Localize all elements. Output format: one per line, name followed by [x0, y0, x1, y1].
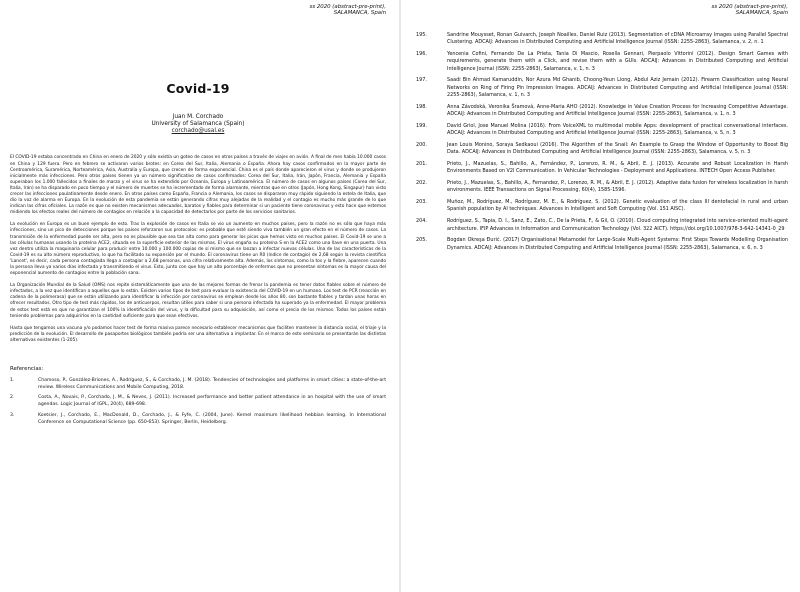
reference-item: [10, 395, 386, 408]
reference-number: 198.: [416, 103, 427, 110]
body-paragraph: La evolución en Europa es un buen ejemplo de esto. Tras la explosión de casos en Italia se vio un aumento en muchos países, pero la razón no es sólo que haya más infecciones, sino un pico de detecciones porque los países reforzaron sus protocolos: es probable que esté siendo viva también un gran efecto en el número de casos. La transmisión de la enfermedad puede ser alta, pero no es plausible que sea tan alta como para generar los picos que hemos visto en muchos países. El Covid-19 se une a las células humanas usando la proteína ACE2, situada en la superficie exterior de las mismas. El virus engaña su proteína S en la ACE2 como una llave en una puerta. Una vez dentro utiliza la maquinaria celular para producir entre 10.000 y 100.000 copias de sí mismo que se lanzan a infectar nuevas células. Una de las características de la Covid-19 es su alto número reproductivo, lo que ha facilitado su expansión por el mundo. El coronavirus tiene un R0 (índice de contagio) de 2,68 según la revista científica 'Lancet', es decir, cada persona contagiada llega a contagiar a 2,68 personas, una cifra relativamente alta. Además, los síntomas, como la tos y la fiebre, aparecen cuando la persona lleva ya varios días infectada y transmitiendo el virus. Esto, junto con que hay un alto porcentaje de enfermos que no presentan síntomas es la mayor causa del exponencial aumento de contagios entre la población sana.: [10, 222, 386, 277]
reference-text: Rodríguez, S., Tapia, D. I., Sanz, E., Zato, C., De la Prieta, F., & Gil, O. (2010). Cloud computing integrated into service-oriented multi-agent architecture. IFIP Advances in Information and Communication Technology (Vol. 322 AICT). https://doi.org/10.1007/978-3-642-14341-0_29: [447, 218, 788, 232]
body-paragraph: Hasta que tengamos una vacuna y/o podamos hacer test de forma masiva parece necesario establecer mecanismos que faciliten mantener la distancia social, el triaje y la predicción de la evolución. El desarrollo de pasaportes biológicos también podría ser una alternativa a implantar. En el marco de este seminario se presentarán las distintas alternativas existentes (1-205).: [10, 325, 386, 343]
reference-item: [10, 378, 386, 391]
reference-number: 203.: [416, 199, 427, 206]
reference-text: Koetsier, J., Corchado, E., MacDonald, D., Corchado, J., & Fyfe, C. (2004, June). Kernel maximum likelihood hebbian learning. In International Conference on Computational Science (pp. 650-653). Springer, Berlin, Heidelberg.: [38, 412, 386, 425]
reference-item: [416, 104, 788, 119]
author-name: Juan M. Corchado: [172, 113, 224, 120]
header-journal: ss 2020 (abstract-pre-print),: [309, 4, 386, 10]
reference-item: [10, 413, 386, 426]
reference-text: Anna Závodská, Veronika Šramová, Anne-Maria AHO (2012). Knowledge in Value Creation Process for Increasing Competitive Advantage. ADCAIJ: Advances in Distributed Computing and Artificial Intelligence Journal (ISSN: 2255-2863), Salamanca, v. 1, n. 3: [447, 103, 788, 118]
reference-item: [416, 180, 788, 195]
page-header: [10, 4, 386, 17]
paper-title: Covid-19: [166, 80, 230, 96]
reference-item: [416, 77, 788, 99]
reference-item: [416, 123, 788, 138]
reference-item: [416, 51, 788, 73]
reference-number: 202.: [416, 180, 427, 187]
header-place: SALAMANCA, Spain: [333, 10, 386, 17]
reference-item: [416, 218, 788, 233]
reference-text: Yencenia Cofini, Fernando De La Prieta, Tania Di Mascio, Rosella Gennari, Pierpaolo Vittorini (2012). Design Smart Games with requirements, generate them with a Click, and revise them with a GUIs. ADCAIJ: Advances in Distributed Computing and Artificial Intelligence Journal (ISSN: 2255-2863), Salamanca, v. 1, n. 3: [447, 50, 788, 72]
reference-number: 1.: [10, 378, 15, 384]
reference-number: 205.: [416, 237, 427, 244]
body-paragraph: La Organización Mundial de la Salud (OMS) nos repite sistemáticamente que una de las mejores formas de frenar la pandemia es tener datos fiables sobre el número de infectados, a la vez que identifican a aquellos que lo están. Existen varios tipos de test para evaluar la existencia del COVID-19 en un humano. Los test de PCR (reacción en cadena de la polimerasa) que se están utilizando para identificar la infección por coronavirus se emplean desde los años 80, son bastante fiables y tardan unas horas en ofrecer resultados. Otro tipo de test más rápidos, los de anticuerpos, resultan útiles para saber si una persona infectada ha superado ya la enfermedad. El mayor problema de estos test está en que no garantizan el 100% la identificación del virus, y la dificultad para su adquisición, así como el precio de los mismos. Todos los países están teniendo problemas para adquirirlos en la cantidad suficiente para que sean efectivos.: [10, 283, 386, 319]
right-page: [400, 0, 800, 592]
reference-number: 197.: [416, 77, 427, 84]
reference-text: Chamoso, P., González-Briones, A., Rodríguez, S., & Corchado, J. M. (2018). Tendencies of technologies and platforms in smart cities: a state-of-the-art review. Wireless Communications and Mobile Computing, 2018.: [38, 378, 386, 390]
references-heading: Referencias:: [10, 366, 44, 373]
reference-list: [416, 32, 788, 252]
reference-text: Bogdan Okreşa Đurić. (2017) Organisational Metamodel for Large-Scale Multi-Agent Systems: First Steps Towards Modelling Organisation Dynamics. ADCAIJ: Advances in Distributed Computing and Artificial Intelligence Journal (ISSN: 2255-2863), Salamanca, v. 6, n. 3: [447, 237, 788, 251]
reference-text: David Griol, Jose Manuel Molina (2016). From VoiceXML to multimodal mobile Apps: development of practical conversational interfaces. ADCAIJ: Advances in Distributed Computing and Artificial Intelligence Journal (ISSN: 2255-2863), Salamanca, v. 5, n. 3: [447, 122, 788, 137]
reference-item: [416, 161, 788, 176]
reference-number: 196.: [416, 50, 427, 57]
reference-item: [416, 142, 788, 157]
reference-text: Saadi Bin Ahmad Kamaruddin, Nor Azura Md Ghanib, Choong-Yeun Liong, Abdul Aziz Jemain (2012). Firearm Classification using Neural Networks on Ring of Firing Pin Impression Images. ADCAIJ: Advances in Distributed Computing and Artificial Intelligence Journal (ISSN: 2255-2863), Salamanca, v. 1, n. 3: [447, 77, 788, 98]
reference-text: Costa, A., Novais, P., Corchado, J. M., & Neves, J. (2011). Increased performance and better patient attendance in an hospital with the use of smart agendas. Logic Journal of IGPL, 20(4), 689-698.: [38, 395, 386, 408]
page-header: [416, 4, 788, 17]
author-block: [10, 114, 386, 136]
reference-text: Prieto, J., Mazuelas, S., Bahillo, A., Fernández, P., Lorenzo, R. M., & Abril, E. J. (2013). Accurate and Robust Localization in Harsh Environments Based on V2I Communication. In Vehicular Technologies - Deployment and Applications. INTECH Open Access Publisher.: [447, 160, 788, 175]
reference-item: [416, 32, 788, 47]
reference-text: Jean Louis Monino, Soraya Sedkaoui (2016). The Algorithm of the Snail: An Example to Grasp the Window of Opportunity to Boost Big Data. ADCAIJ: Advances in Distributed Computing and Artificial Intelligence Journal (ISSN: 2255-2863), Salamanca, v. 5, n. 3: [447, 141, 788, 156]
reference-text: Prieto, J., Mazuelas, S., Bahillo, A., Fernandez, P., Lorenzo, R. M., & Abril, E. J. (2012). Adaptive data fusion for wireless localization in harsh environments. IEEE Transactions on Signal Processing, 60(4), 1585-1596.: [447, 180, 788, 194]
reference-item: [416, 199, 788, 214]
body-paragraph: El COVID-19 estaba concentrado en China en enero de 2020 y sólo existía un goteo de casos en otros países a través de viajes en avión. A final de mes había 10.000 casos en China y 129 fuera. Pero en febrero se activaron varios brotes: en Corea del Sur, Italia, Alemania o España. Ahora hay casos confirmados en la mayor parte de Centroamérica, Suramérica, Norteamérica, Asia, Australia y Europa, que crecen de forma exponencial. China es el país donde aparecieron el virus y donde se produjeron inicialmente más infecciones. Pero otros países tienen ya un número significativo de casos confirmados: Corea del Sur, Italia, Irán, Japón, Francia, Alemania y España superaban los 1.000 fallecidos a finales de marzo y el virus se ha extendido por Oceanía, Europa y Latinoamérica. El número de casos en algunos países (Corea del Sur, Italia, Irán) se ha disparado en poco tiempo y el número de muertes se ha incrementado de forma alarmante, mientras que en otros (Japón, Hong Kong, Singapur) han visto crecer las infecciones paulatinamente desde enero. En otros países como España, Francia o Alemania, los casos se dispararon muy rápido siguiendo la estela de Italia, que dio la voz de alarma en Europa. En la evolución de esta pandemia se están generando cifras muy alejadas de la realidad y el contagio es mucho más grande de lo que indican las cifras oficiales. La razón es que no existen mecanismos adecuados, baratos y fiables para determinar si un paciente tiene coronavirus y esto hace que estemos midiendo los efectos reales del número de contagios en relación a la capacidad de detectarlos por parte de los servicios sanitarios.: [10, 155, 386, 216]
author-email-link[interactable]: corchado@usal.es: [171, 128, 225, 135]
reference-number: 204.: [416, 218, 427, 225]
reference-item: [416, 237, 788, 252]
reference-number: 201.: [416, 160, 427, 167]
reference-number: 2.: [10, 395, 15, 401]
header-journal: ss 2020 (abstract-pre-print),: [711, 4, 788, 10]
reference-number: 199.: [416, 122, 427, 129]
reference-number: 3.: [10, 412, 15, 418]
reference-text: Sandrine Mouysset, Ronan Guivarch, Joseph Noailles, Daniel Ruiz (2013). Segmentation of cDNA Microarray Images using Parallel Spectral Clustering. ADCAIJ: Advances in Distributed Computing and Artificial Intelligence Journal (ISSN: 2255-2863), Salamanca, v. 2, n. 1: [447, 31, 788, 46]
author-affiliation: University of Salamanca (Spain): [151, 121, 245, 128]
reference-number: 195.: [416, 31, 427, 38]
reference-number: 200.: [416, 141, 427, 148]
reference-text: Muñoz, M., Rodríguez, M., Rodríguez, M. E., & Rodríguez, S. (2012). Genetic evaluation of the class III dentofacial in rural and urban Spanish population by AI techniques. Advances in Intelligent and Soft Computing (Vol. 151 AISC).: [447, 199, 788, 213]
header-place: SALAMANCA, Spain: [735, 10, 788, 17]
